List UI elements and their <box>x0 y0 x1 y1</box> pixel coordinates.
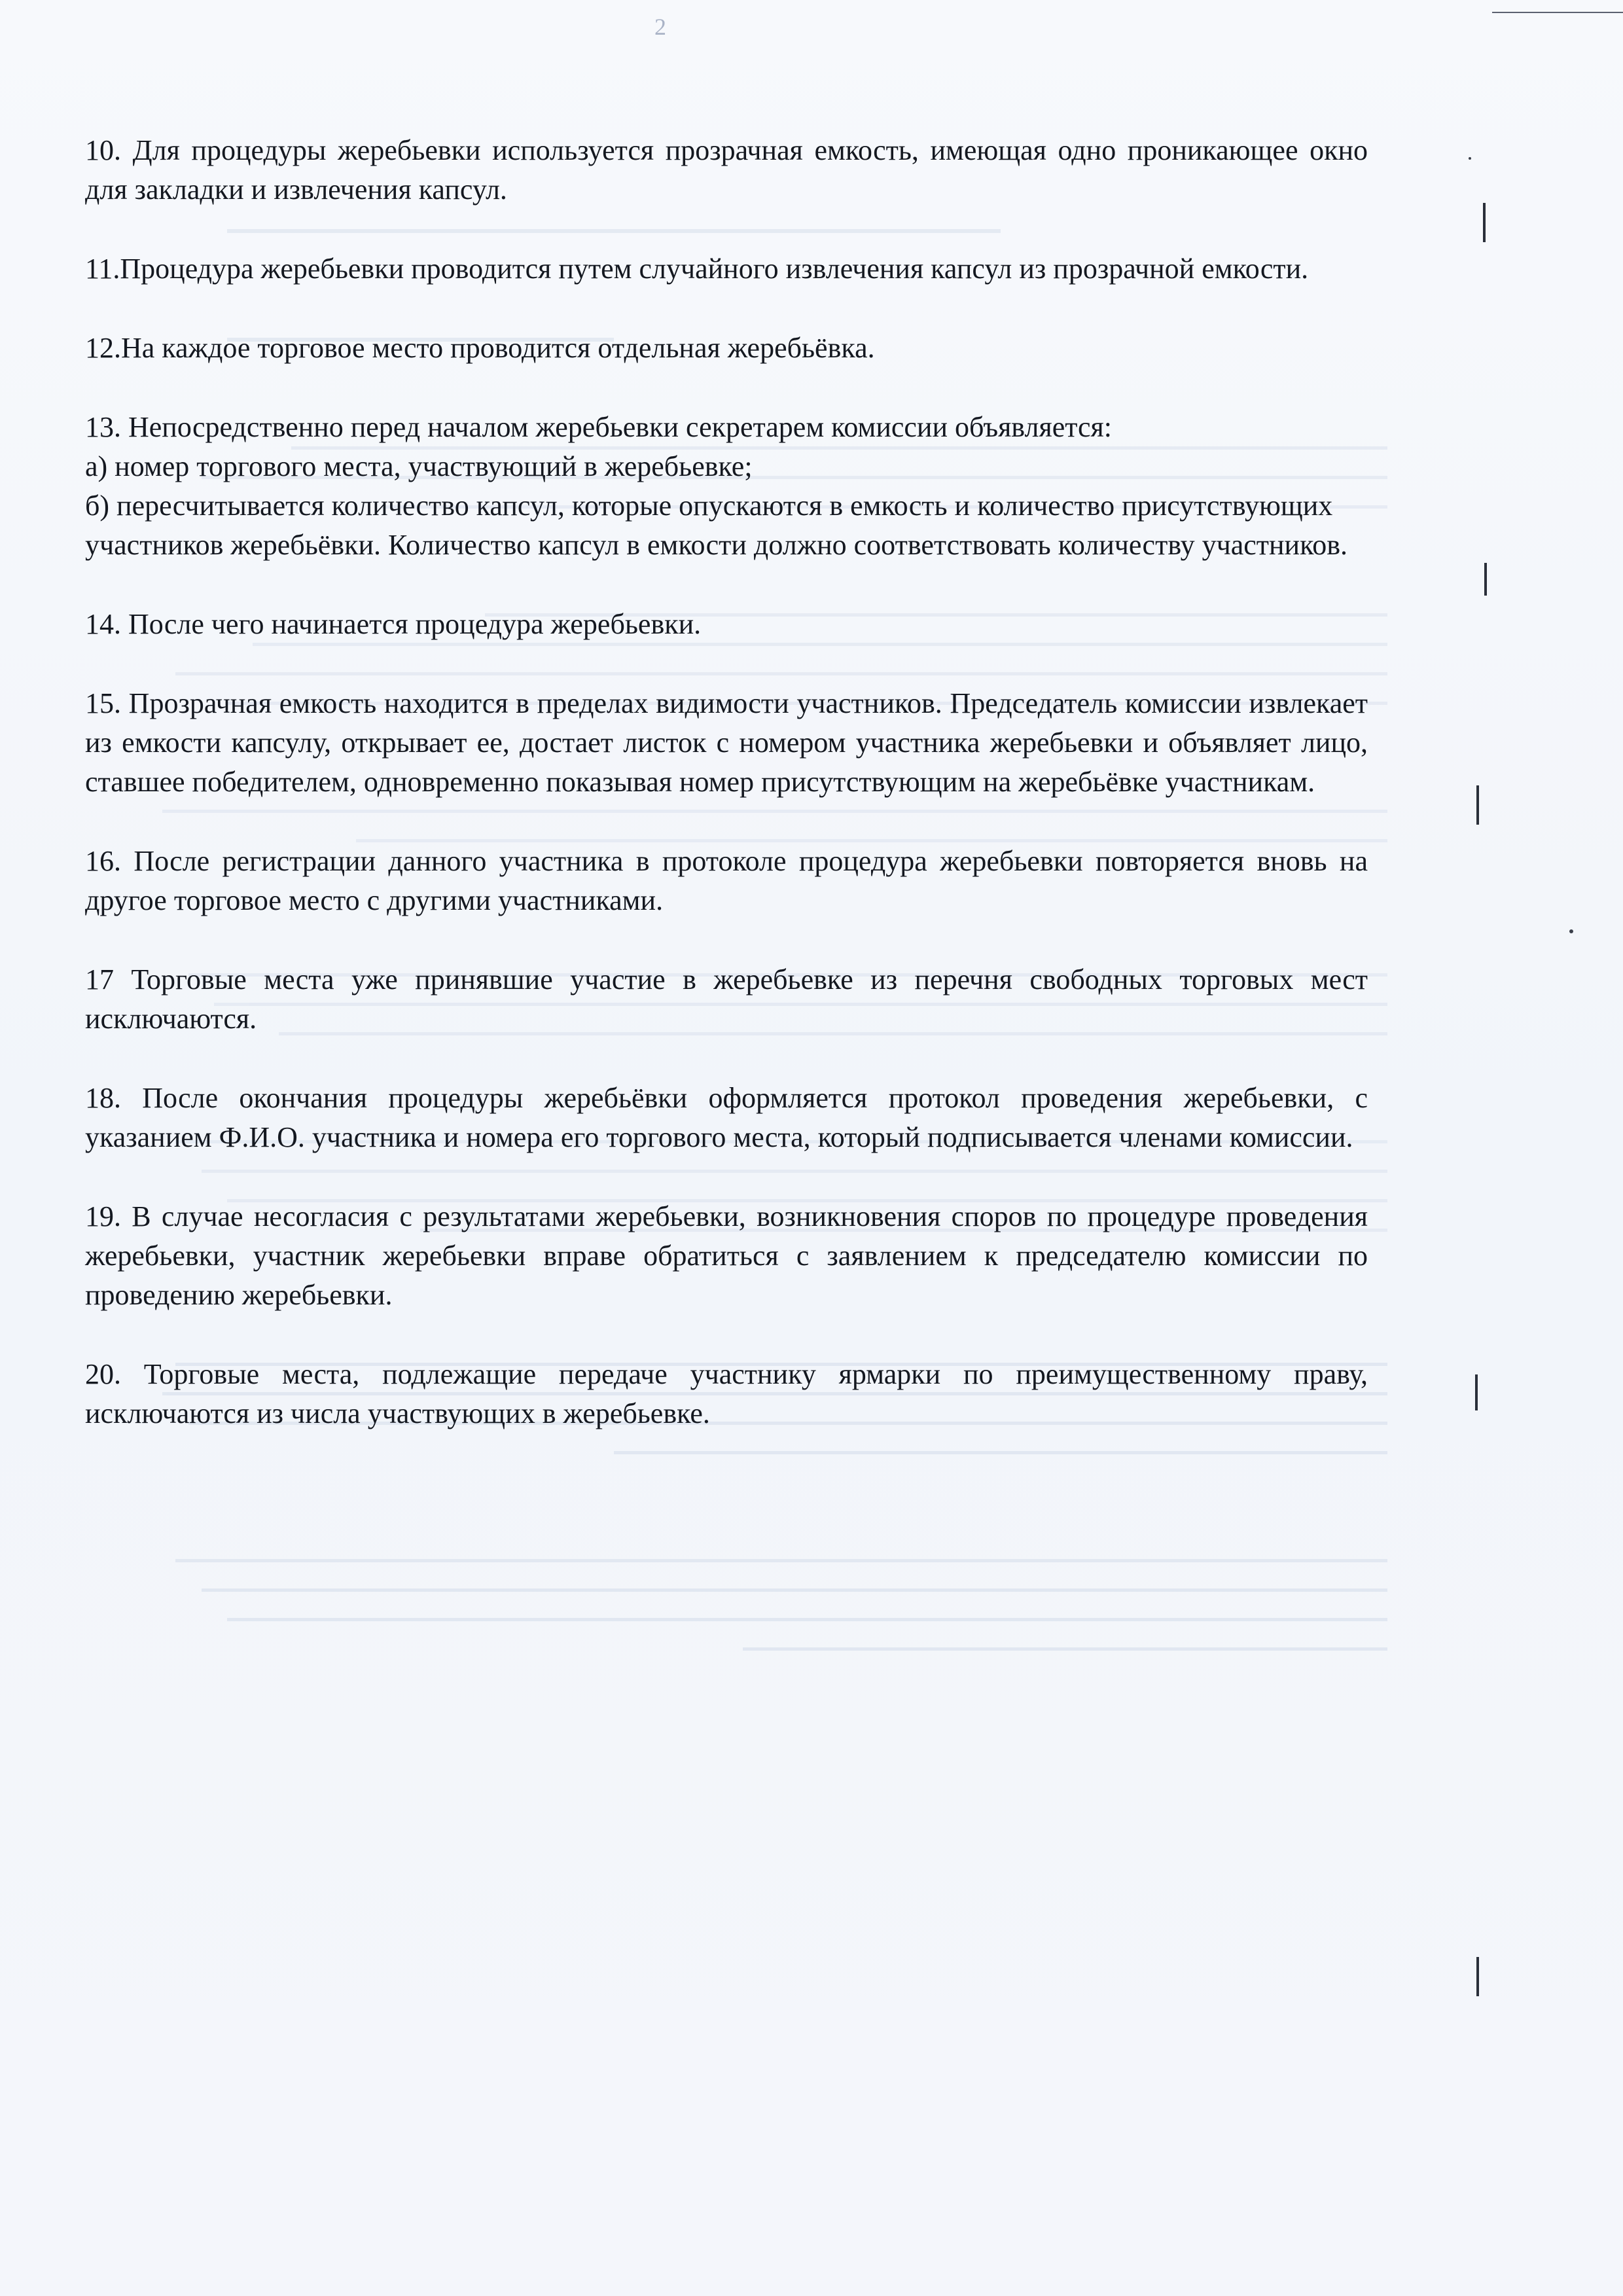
paragraph-13 <box>85 408 1368 565</box>
paragraph-13-item-a: а) номер торгового места, участвующий в жеребьевке; <box>85 450 753 482</box>
paragraph-10: 10. Для процедуры жеребьевки используется прозрачная емкость, имеющая одно проникающее окно для закладки и извлечения капсул. <box>85 134 1368 206</box>
scan-edge-line <box>1492 12 1623 13</box>
paragraph-12: 12.На каждое торговое место проводится отдельная жеребьёвка. <box>85 332 875 364</box>
paragraph-17: 17 Торговые места уже принявшие участие в жеребьевке из перечня свободных торговых мест исключаются. <box>85 963 1368 1035</box>
margin-mark <box>1476 1957 1479 1996</box>
margin-mark <box>1476 785 1479 825</box>
document-body <box>85 131 1368 1473</box>
margin-dot <box>1569 929 1573 933</box>
margin-mark <box>1483 203 1486 242</box>
paragraph-19: 19. В случае несогласия с результатами жеребьевки, возникновения споров по процедуре проведения жеребьевки, участник жеребьевки вправе обратиться с заявлением к председателю комиссии по проведению жеребьевки. <box>85 1200 1368 1311</box>
paragraph-20: 20. Торговые места, подлежащие передаче участнику ярмарки по преимущественному праву, исключаются из числа участвующих в жеребьевке. <box>85 1358 1368 1429</box>
paragraph-13-intro: 13. Непосредственно перед началом жеребьевки секретарем комиссии объявляется: <box>85 411 1112 443</box>
margin-mark <box>1484 563 1487 596</box>
paragraph-13-item-b: б) пересчитывается количество капсул, которые опускаются в емкость и количество присутствующих участников жеребьёвки. Количество капсул в емкости должно соответствовать количеству участников. <box>85 490 1348 561</box>
paragraph-15: 15. Прозрачная емкость находится в пределах видимости участников. Председатель комиссии извлекает из емкости капсулу, открывает ее, достает листок с номером участника жеребьевки и объявляет лицо, ставшее победителем, одновременно показывая номер присутствующим на жеребьёвке участникам. <box>85 687 1368 798</box>
paragraph-11: 11.Процедура жеребьевки проводится путем случайного извлечения капсул из прозрачной емкости. <box>85 253 1309 285</box>
paragraph-18: 18. После окончания процедуры жеребьёвки оформляется протокол проведения жеребьевки, с указанием Ф.И.О. участника и номера его торгового места, который подписывается членами комиссии. <box>85 1082 1368 1153</box>
margin-dot <box>1469 157 1471 160</box>
page-number: 2 <box>654 14 666 40</box>
paragraph-14: 14. После чего начинается процедура жеребьевки. <box>85 608 702 640</box>
margin-mark <box>1475 1374 1478 1410</box>
paragraph-16: 16. После регистрации данного участника в протоколе процедура жеребьевки повторяется вновь на другое торговое место с другими участниками. <box>85 845 1368 916</box>
